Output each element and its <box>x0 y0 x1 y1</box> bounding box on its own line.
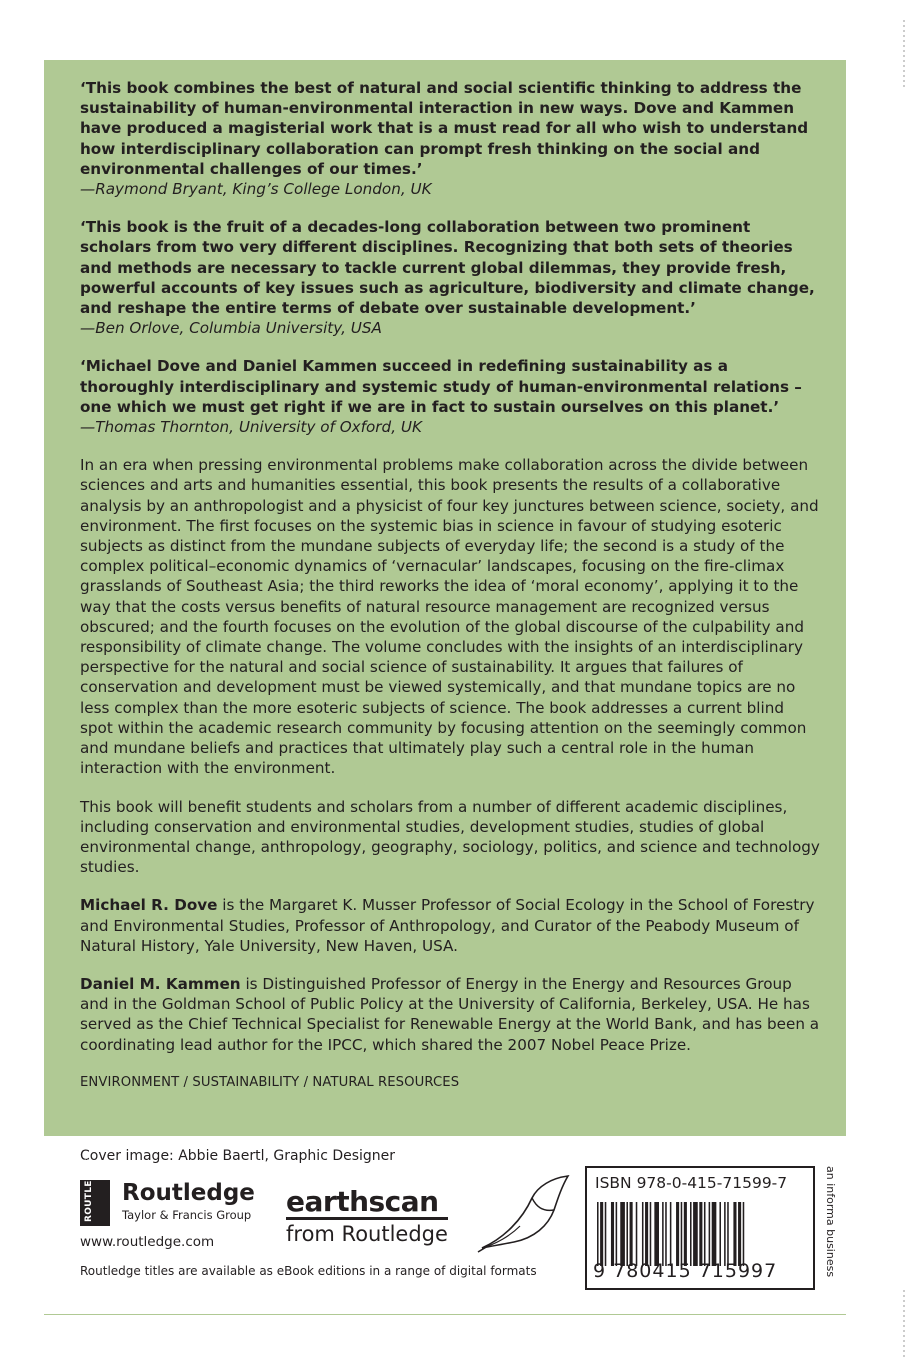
back-cover-text <box>80 78 820 1093</box>
author-bio-dove <box>80 895 820 956</box>
routledge-mark-icon: ROUTLEDGE <box>80 1180 110 1226</box>
page-margin <box>0 0 44 1360</box>
barcode-bar <box>709 1202 711 1266</box>
barcode-bar <box>600 1202 603 1266</box>
endorsement-attribution: —Thomas Thornton, University of Oxford, UK <box>80 418 422 437</box>
barcode-bars <box>597 1202 803 1266</box>
barcode-bar <box>620 1202 625 1266</box>
barcode-bar <box>626 1202 628 1266</box>
barcode-bar <box>712 1202 717 1266</box>
barcode-bar <box>636 1202 638 1266</box>
barcode-bar <box>743 1202 745 1266</box>
endorsement-1 <box>80 78 820 199</box>
barcode-bar <box>681 1202 683 1266</box>
subject-categories: ENVIRONMENT / SUSTAINABILITY / NATURAL RESOURCES <box>80 1074 460 1090</box>
barcode-bar <box>738 1202 741 1266</box>
endorsement-2 <box>80 217 820 338</box>
author-name: Michael R. Dove <box>80 896 218 915</box>
barcode-bar <box>704 1202 706 1266</box>
barcode-bar <box>684 1202 687 1266</box>
barcode-bar <box>650 1202 652 1266</box>
barcode-bar <box>670 1202 672 1266</box>
endorsement-attribution: —Raymond Bryant, King’s College London, UK <box>80 180 432 199</box>
barcode-bar <box>665 1202 667 1266</box>
barcode-bar <box>727 1202 729 1266</box>
barcode-bar <box>597 1202 599 1266</box>
barcode-bar <box>611 1202 614 1266</box>
imprint-sub: from Routledge <box>286 1222 448 1246</box>
barcode-bar <box>733 1202 736 1266</box>
publisher-website[interactable]: www.routledge.com <box>80 1234 215 1250</box>
isbn-number: ISBN 978-0-415-71599-7 <box>595 1174 788 1192</box>
endorsement-quote: ‘This book combines the best of natural and social scientific thinking to address the sustainability of human-environmental interaction in new ways. Dove and Kammen have produced a magisterial work that is a must read for all who wish to understand how interdisciplinary collaboration can prompt fresh thinking on the social and environmental challenges of our times.’ <box>80 79 809 178</box>
author-name: Daniel M. Kammen <box>80 974 241 993</box>
cover-credit: Cover image: Abbie Baertl, Graphic Designer <box>80 1148 396 1164</box>
barcode-bar <box>630 1202 633 1266</box>
routledge-logo <box>80 1158 280 1226</box>
endorsement-quote: ‘This book is the fruit of a decades-long collaboration between two prominent scholars from two very different disciplines. Recognizing that both sets of theories and methods are necessary to tackle current global dilemmas, they provide fresh, powerful accounts of key issues such as agriculture, biodiversity and climate change, and reshape the entire terms of debate over sustainable development.’ <box>80 218 815 318</box>
barcode-bar <box>719 1202 721 1266</box>
publisher-footer <box>44 1136 846 1314</box>
barcode-bar <box>616 1202 618 1266</box>
publisher-group: Taylor & Francis Group <box>122 1208 252 1222</box>
audience-statement: This book will benefit students and scholars from a number of different academic disciplines, including conservation and environmental studies, development studies, studies of global environmental change, anthropology, geography, sociology, politics, and science and technology studies. <box>80 797 820 877</box>
earthscan-logo <box>286 1185 448 1246</box>
leaf-logo-icon <box>474 1172 574 1258</box>
author-bio-kammen <box>80 974 820 1055</box>
endorsement-attribution: —Ben Orlove, Columbia University, USA <box>80 319 382 338</box>
barcode-bar <box>693 1202 698 1266</box>
endorsement-quote: ‘Michael Dove and Daniel Kammen succeed in redefining sustainability as a thoroughly interdisciplinary and systemic study of human-environmental relations – one which we must get right if we are in fact to sustain ourselves on this planet.’ <box>80 357 802 416</box>
author-bio: is Distinguished Professor of Energy in the Energy and Resources Group and in the Goldman School of Public Policy at the University of California, Berkeley, USA. He has served as the Chief Technical Specialist for Renewable Energy at the World Bank, and has been a coordinating lead author for the IPCC, which shared the 2007 Nobel Peace Prize. <box>80 974 820 1054</box>
informa-label: an informa business <box>824 1166 837 1278</box>
book-description: In an era when pressing environmental problems make collaboration across the divide between sciences and arts and humanities essential, this book presents the results of a collaborative analysis by an anthropologist and a physicist of four key junctures between science, society, and environment. The first focuses on the systemic bias in science in favour of studying esoteric subjects as distinct from the mundane subjects of everyday life; the second is a study of the complex political–economic dynamics of ‘vernacular’ landscapes, focusing on the fire-climax grasslands of Southeast Asia; the third reworks the idea of ‘moral economy’, applying it to the way that the costs versus benefits of natural resource management are recognized versus obscured; and the fourth focuses on the evolution of the global discourse of the culpability and responsibility of climate change. The volume concludes with the insights of an interdisciplinary perspective for the natural and social science of sustainability. It argues that failures of conservation and development must be viewed systemically, and that mundane topics are no less complex than the more esoteric subjects of science. The book addresses a current blind spot within the academic research community by focusing attention on the seemingly common and mundane beliefs and practices that ultimately play such a central role in the human interaction with the environment. <box>80 456 819 778</box>
barcode-bar <box>645 1202 648 1266</box>
barcode-bar <box>654 1202 659 1266</box>
publisher-name: Routledge <box>122 1180 255 1206</box>
imprint-word: earthscan <box>286 1188 448 1220</box>
barcode-bar <box>676 1202 679 1266</box>
barcode-bar <box>690 1202 692 1266</box>
barcode-bar <box>699 1202 702 1266</box>
barcode-bar <box>662 1202 664 1266</box>
trim-marks <box>880 0 907 1360</box>
endorsement-3 <box>80 356 820 437</box>
barcode-bar <box>605 1202 607 1266</box>
barcode-bar <box>642 1202 644 1266</box>
barcode-digits: 9 780415 715997 <box>593 1260 778 1282</box>
author-bio: is the Margaret K. Musser Professor of Social Ecology in the School of Forestry and Environmental Studies, Professor of Anthropology, and Curator of the Peabody Museum of Natural History, Yale University, New Haven, USA. <box>80 896 815 955</box>
barcode-bar <box>724 1202 726 1266</box>
ebook-note: Routledge titles are available as eBook editions in a range of digital formats <box>80 1264 537 1278</box>
isbn-barcode <box>585 1166 815 1290</box>
